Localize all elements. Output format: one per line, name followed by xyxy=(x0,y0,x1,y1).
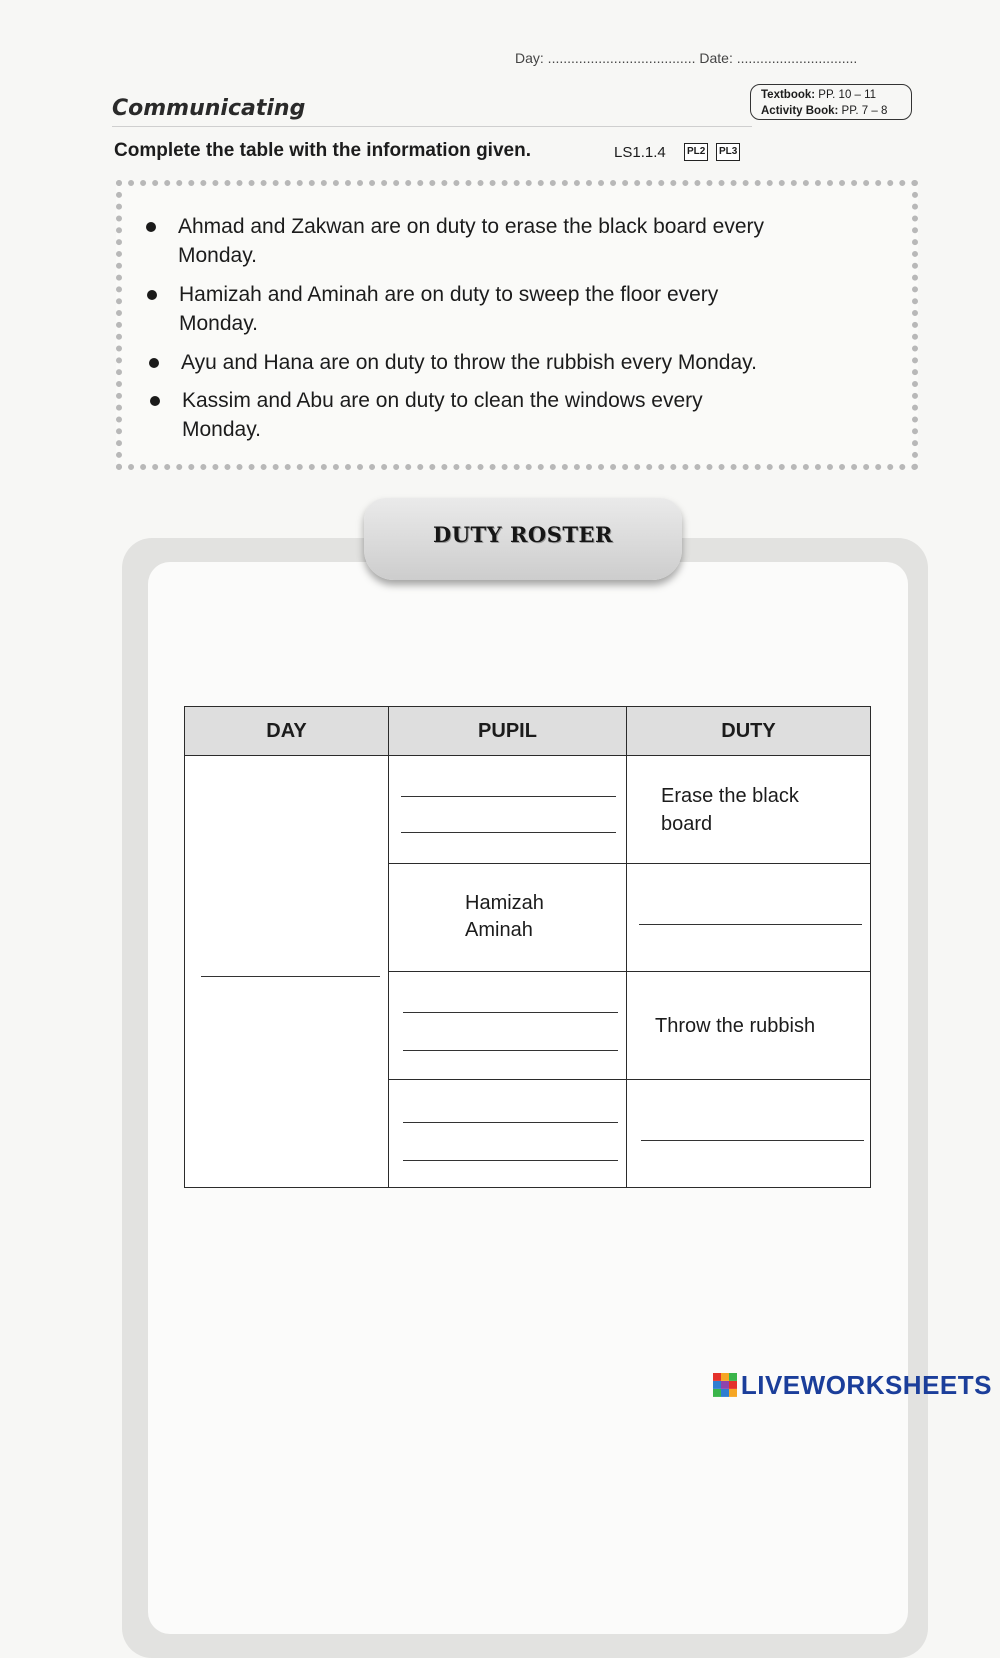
information-box xyxy=(116,180,918,470)
title-divider xyxy=(112,126,752,127)
brand-name: LIVEWORKSHEETS xyxy=(740,1370,992,1400)
info-line: Ahmad and Zakwan are on duty to erase the black board every xyxy=(178,215,765,238)
pupil-answer-blank[interactable] xyxy=(403,1012,618,1013)
duty-cell xyxy=(627,756,871,864)
duty-answer-blank[interactable] xyxy=(641,1140,864,1141)
section-title: Communicating xyxy=(112,96,306,121)
bullet-icon xyxy=(147,290,157,300)
duty-answer-blank[interactable] xyxy=(639,924,862,925)
bullet-icon xyxy=(150,396,160,406)
info-line: Monday. xyxy=(182,418,261,441)
pupil-answer-blank[interactable] xyxy=(403,1160,618,1161)
bullet-icon xyxy=(149,358,159,368)
duty-text: board xyxy=(661,813,713,835)
info-item-ayu-hana xyxy=(181,348,757,377)
pupil-cell xyxy=(389,972,627,1080)
bullet-icon xyxy=(146,222,156,232)
column-header-duty: DUTY xyxy=(627,707,871,756)
pupil-name: Aminah xyxy=(465,919,533,941)
pupil-answer-blank[interactable] xyxy=(403,1122,618,1123)
pl3-badge: PL3 xyxy=(716,143,740,161)
day-answer-blank[interactable] xyxy=(201,976,380,977)
column-header-day: DAY xyxy=(185,707,389,756)
info-item-kassim-abu xyxy=(182,386,703,444)
activity-book-label: Activity Book: xyxy=(761,105,839,117)
pupil-name: Hamizah xyxy=(465,892,544,914)
info-line: Ayu and Hana are on duty to throw the rubbish every Monday. xyxy=(181,351,757,374)
duty-cell xyxy=(627,864,871,972)
table-row xyxy=(185,756,871,864)
pupil-cell xyxy=(389,1080,627,1188)
pupil-answer-blank[interactable] xyxy=(403,1050,618,1051)
info-item-hamizah-aminah xyxy=(179,280,718,338)
pupil-cell xyxy=(389,864,627,972)
duty-text: Erase the black xyxy=(661,785,799,807)
pupil-answer-blank[interactable] xyxy=(401,832,616,833)
duty-roster-table xyxy=(184,706,871,1188)
day-cell xyxy=(185,756,389,1188)
duty-text: Throw the rubbish xyxy=(655,1015,816,1037)
info-line: Monday. xyxy=(178,244,257,267)
pl2-badge: PL2 xyxy=(684,143,708,161)
textbook-label: Textbook: xyxy=(761,89,816,101)
instruction-text: Complete the table with the information given. xyxy=(114,140,531,161)
pupil-cell xyxy=(389,756,627,864)
liveworksheets-logo xyxy=(713,1370,992,1401)
duty-cell xyxy=(627,1080,871,1188)
activity-book-pages: PP. 7 – 8 xyxy=(841,105,888,117)
duty-cell xyxy=(627,972,871,1080)
info-line: Kassim and Abu are on duty to clean the windows every xyxy=(182,389,703,412)
info-line: Monday. xyxy=(179,312,258,335)
liveworksheets-grid-icon xyxy=(713,1373,737,1397)
book-reference-box xyxy=(750,84,912,120)
table-header-row xyxy=(185,707,871,756)
pupil-answer-blank[interactable] xyxy=(401,796,616,797)
textbook-pages: PP. 10 – 11 xyxy=(818,89,877,101)
day-date-line: Day: ...................................... Date: ............................... xyxy=(515,50,858,66)
info-line: Hamizah and Aminah are on duty to sweep the floor every xyxy=(179,283,719,306)
column-header-pupil: PUPIL xyxy=(389,707,627,756)
roster-title: DUTY ROSTER xyxy=(433,522,613,547)
info-item-ahmad-zakwan xyxy=(178,212,764,270)
skill-code: LS1.1.4 xyxy=(614,144,666,161)
